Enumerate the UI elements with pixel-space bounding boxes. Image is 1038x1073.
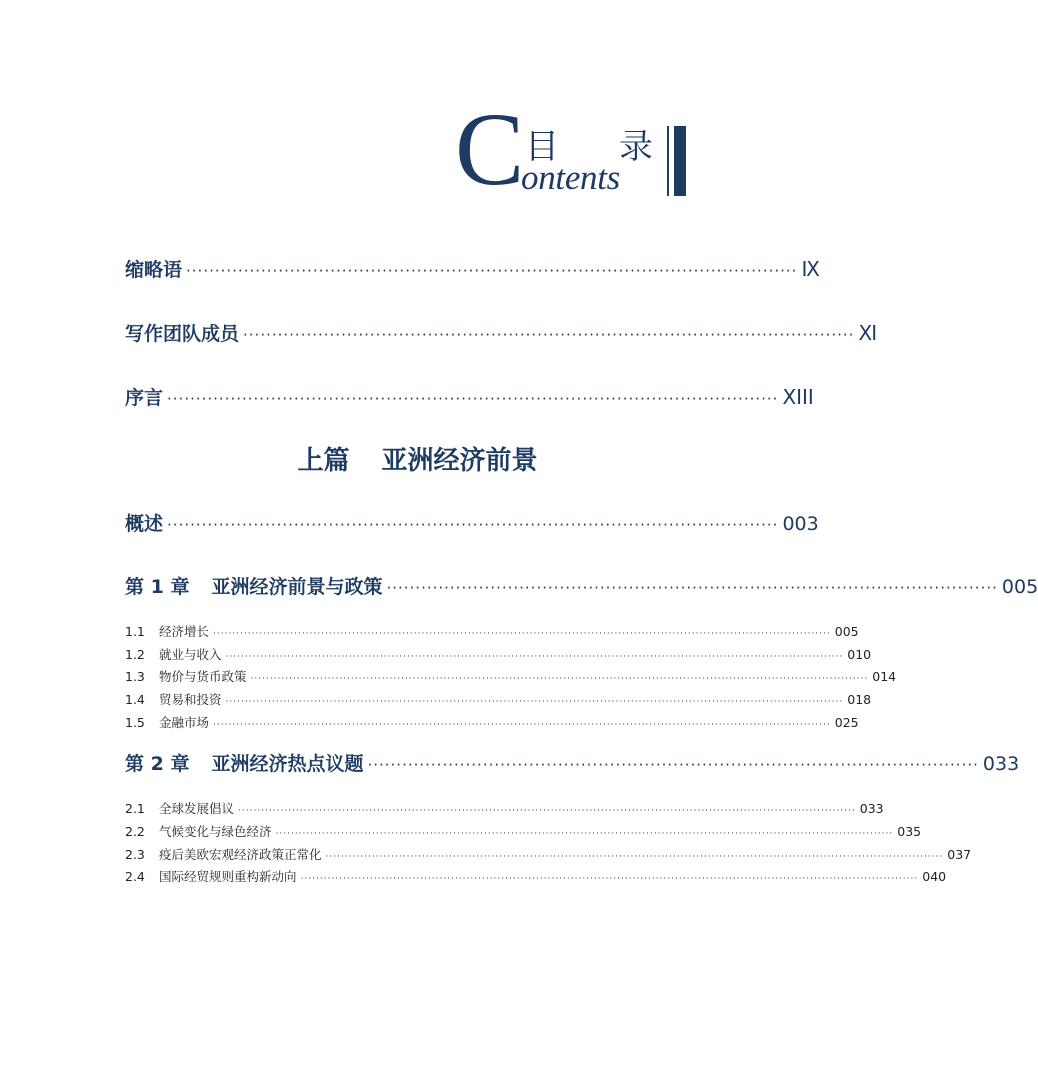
entry-page: XIII <box>782 385 814 409</box>
section-number: 2.3 <box>125 847 145 862</box>
section-page: 037 <box>947 847 972 862</box>
entry-page: Ⅸ <box>801 257 820 281</box>
dot-leader: ·········································································································· <box>186 262 798 280</box>
section-page: 014 <box>872 669 897 684</box>
toc-chapter-1[interactable] <box>125 574 1038 600</box>
section-page: 005 <box>834 624 859 639</box>
dot-leader: ································································································································································ <box>225 697 844 707</box>
entry-page: 005 <box>1001 576 1038 598</box>
section-page: 040 <box>922 869 947 884</box>
part-name: 亚洲经济前景 <box>381 446 538 476</box>
toc-section[interactable] <box>125 868 947 886</box>
section-title: 国际经贸规则重构新动向 <box>159 869 297 884</box>
chapter-heading <box>125 751 363 777</box>
logo-char-1: 目 <box>525 127 559 167</box>
section-page: 025 <box>834 715 859 730</box>
dot-leader: ································································································································································ <box>300 874 919 884</box>
chapter-title: 亚洲经济前景与政策 <box>211 576 383 598</box>
toc-chapter-2[interactable] <box>125 751 1020 777</box>
section-number: 1.5 <box>125 715 145 730</box>
logo-thick-bar <box>674 126 686 196</box>
toc-section[interactable] <box>125 623 859 641</box>
toc-entry-abbreviations[interactable] <box>125 256 820 282</box>
section-title: 气候变化与绿色经济 <box>159 824 272 839</box>
section-title: 金融市场 <box>159 715 210 730</box>
dot-leader: ·········································································································· <box>386 579 998 597</box>
section-number: 1.2 <box>125 647 145 662</box>
toc-section[interactable] <box>125 691 872 709</box>
dot-leader: ·········································································································· <box>367 756 979 774</box>
section-number: 1.1 <box>125 624 145 639</box>
dot-leader: ·········································································································· <box>167 516 779 534</box>
section-title: 全球发展倡议 <box>159 801 235 816</box>
section-title: 物价与货币政策 <box>159 669 247 684</box>
entry-label: 序言 <box>125 387 164 409</box>
logo-letter: C <box>455 92 525 207</box>
toc-entry-overview[interactable] <box>125 511 819 537</box>
chapter-number: 第 1 章 <box>125 576 190 598</box>
section-number: 1.4 <box>125 692 145 707</box>
chapter-heading <box>125 574 382 600</box>
entry-page: Ⅺ <box>858 321 878 345</box>
dot-leader: ································································································································································ <box>238 806 856 816</box>
entry-page: 003 <box>782 513 819 535</box>
section-title: 贸易和投资 <box>159 692 222 707</box>
logo-thin-bar <box>667 126 669 196</box>
dot-leader: ································································································································································ <box>213 720 831 730</box>
toc-section[interactable] <box>125 846 972 864</box>
section-page: 035 <box>897 824 922 839</box>
section-title: 就业与收入 <box>159 647 222 662</box>
logo-english-title: ontents <box>521 158 621 197</box>
toc-entry-team[interactable] <box>125 320 878 346</box>
toc-section[interactable] <box>125 823 922 841</box>
section-number: 2.2 <box>125 824 145 839</box>
section-number: 1.3 <box>125 669 145 684</box>
section-number: 2.1 <box>125 801 145 816</box>
toc-section[interactable] <box>125 668 897 686</box>
section-page: 010 <box>847 647 872 662</box>
toc-section[interactable] <box>125 800 884 818</box>
section-title: 经济增长 <box>159 624 210 639</box>
entry-label: 写作团队成员 <box>125 323 240 345</box>
dot-leader: ·········································································································· <box>167 390 779 408</box>
entry-label: 概述 <box>125 513 164 535</box>
part-title <box>0 443 835 479</box>
chapter-title: 亚洲经济热点议题 <box>211 753 364 775</box>
chapter-number: 第 2 章 <box>125 753 190 775</box>
entry-label: 缩略语 <box>125 259 183 281</box>
dot-leader: ································································································································································ <box>275 829 894 839</box>
dot-leader: ································································································································································ <box>225 652 844 662</box>
dot-leader: ·········································································································· <box>243 326 855 344</box>
dot-leader: ································································································································································ <box>250 674 869 684</box>
toc-section[interactable] <box>125 646 872 664</box>
toc-entry-preface[interactable] <box>125 384 814 410</box>
section-page: 033 <box>859 801 884 816</box>
contents-logo <box>455 92 695 207</box>
entry-page: 033 <box>982 753 1020 775</box>
logo-char-2: 录 <box>619 127 653 167</box>
dot-leader: ································································································································································ <box>213 629 831 639</box>
section-title: 疫后美欧宏观经济政策正常化 <box>159 847 322 862</box>
section-page: 018 <box>847 692 872 707</box>
toc-section[interactable] <box>125 714 859 732</box>
part-label: 上篇 <box>297 446 350 476</box>
dot-leader: ································································································································································ <box>325 852 944 862</box>
section-number: 2.4 <box>125 869 145 884</box>
